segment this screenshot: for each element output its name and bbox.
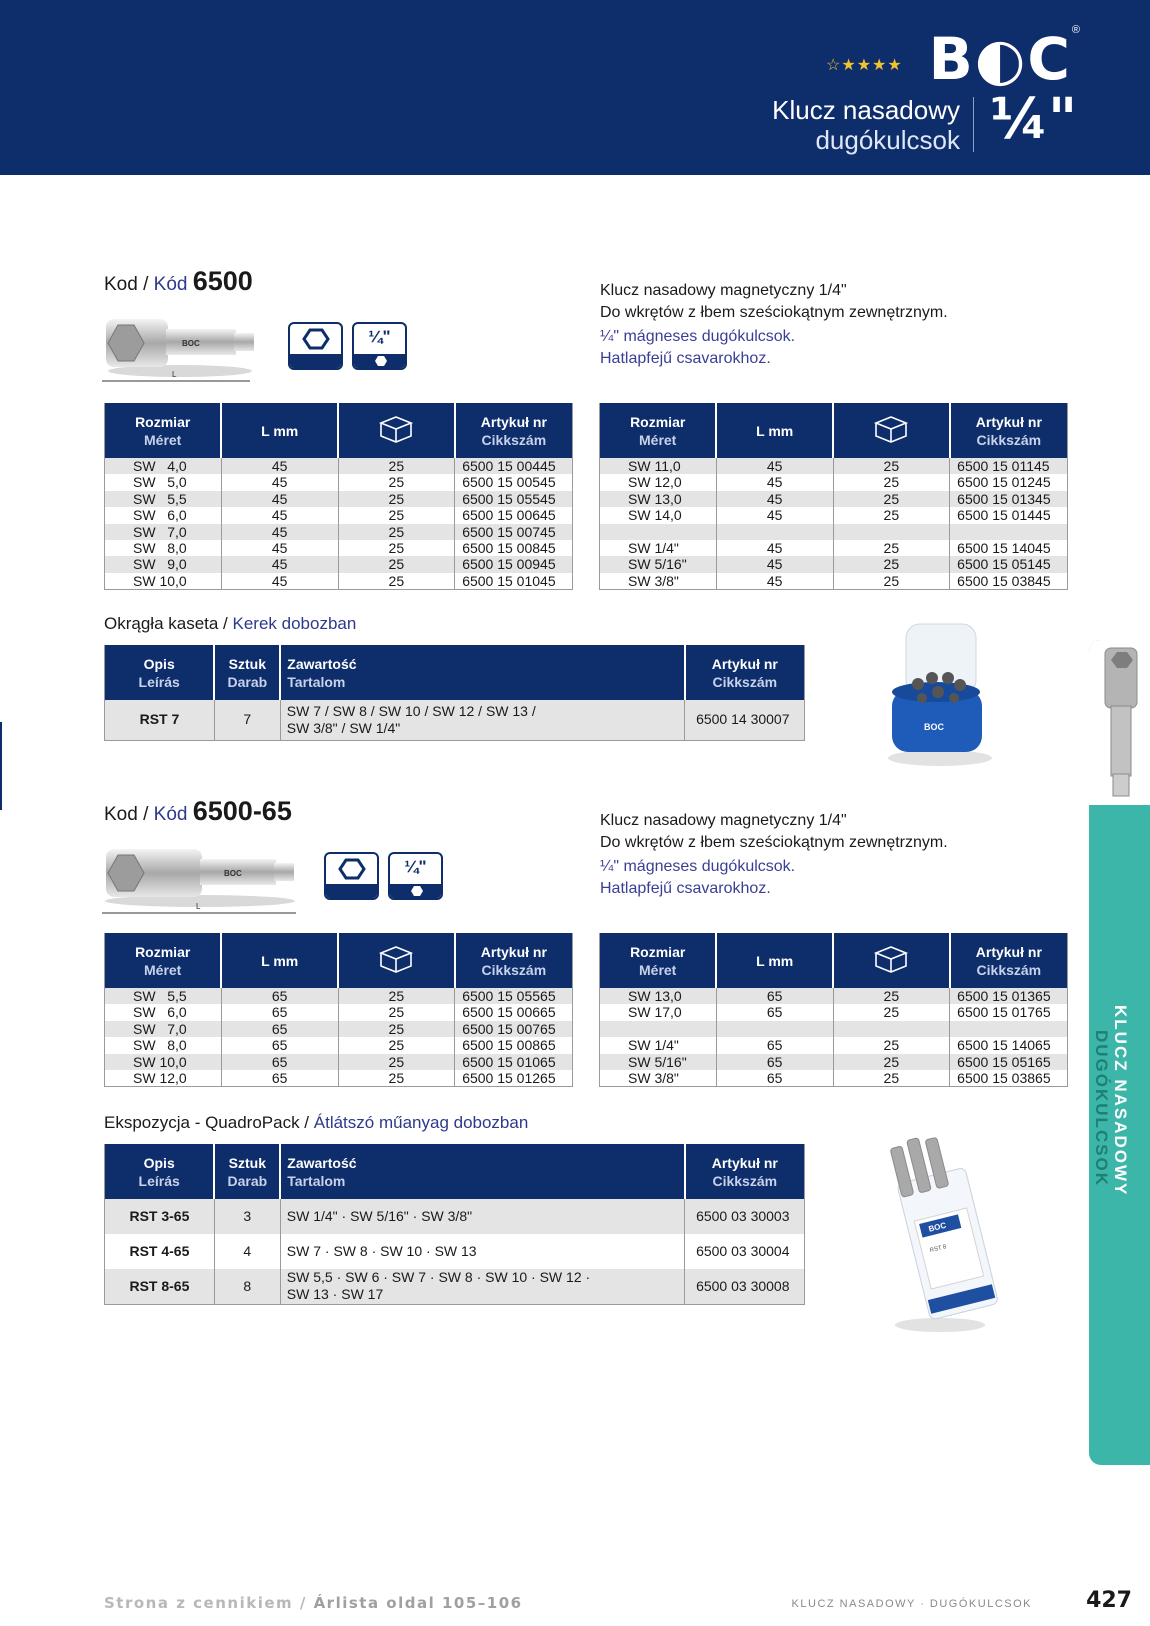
size-cell: SW 5,5 bbox=[105, 988, 222, 1004]
hex-profile-icon bbox=[324, 852, 379, 900]
article-cell: 6500 15 01045 bbox=[455, 573, 573, 590]
length-cell: 45 bbox=[716, 573, 833, 590]
size-cell: SW 12,0 bbox=[105, 1070, 222, 1087]
col-length: L mm bbox=[221, 933, 338, 988]
socket-tool-image-short bbox=[100, 315, 260, 390]
desc-hu-line1: ¼" mágneses dugókulcsok. bbox=[600, 328, 796, 345]
quantity-cell: 25 bbox=[833, 556, 950, 572]
length-cell: 65 bbox=[716, 1037, 833, 1053]
col-article: Artykuł nr Cikkszám bbox=[950, 403, 1068, 458]
article-cell: 6500 15 05565 bbox=[455, 988, 573, 1004]
desc-pl-line2: Do wkrętów z łbem sześciokątnym zewnętrznym. bbox=[600, 304, 948, 321]
table-row bbox=[600, 573, 1068, 590]
hex-profile-icon bbox=[288, 322, 343, 370]
col-size: Rozmiar Méret bbox=[105, 933, 222, 988]
size-cell: SW 1/4" bbox=[600, 540, 717, 556]
kit-count-cell: 7 bbox=[214, 700, 280, 740]
table-row bbox=[600, 474, 1068, 490]
box-icon bbox=[378, 414, 414, 444]
length-cell: 45 bbox=[716, 556, 833, 572]
box-icon bbox=[873, 944, 909, 974]
quantity-cell: 25 bbox=[833, 540, 950, 556]
header-divider bbox=[973, 97, 974, 152]
table-row bbox=[600, 540, 1068, 556]
length-cell: 65 bbox=[221, 988, 338, 1004]
size-cell: SW 3/8" bbox=[600, 573, 717, 590]
quantity-cell: 25 bbox=[833, 1037, 950, 1053]
table-row bbox=[105, 573, 573, 590]
side-tab-label-pl: KLUCZ NASADOWY bbox=[1111, 1005, 1130, 1197]
kit-row bbox=[105, 700, 805, 740]
side-category-tab bbox=[1089, 640, 1150, 1465]
size-cell: SW 5,5 bbox=[105, 491, 222, 507]
article-cell: 6500 15 00665 bbox=[455, 1004, 573, 1020]
header-title-pl: Klucz nasadowy bbox=[772, 95, 960, 125]
article-cell: 6500 15 00545 bbox=[455, 474, 573, 490]
quantity-cell: 25 bbox=[338, 1021, 455, 1037]
tool-brand-mark: BOC bbox=[224, 869, 242, 878]
article-cell: 6500 15 00745 bbox=[455, 524, 573, 540]
length-cell: 45 bbox=[221, 458, 338, 474]
table-row bbox=[600, 1070, 1068, 1087]
header-drive-size: ¼" bbox=[990, 87, 1078, 152]
desc-pl-line1: Klucz nasadowy magnetyczny 1/4" bbox=[600, 282, 847, 299]
quantity-cell: 25 bbox=[833, 1054, 950, 1070]
length-cell: 45 bbox=[221, 556, 338, 572]
kit-contents-cell bbox=[280, 1234, 684, 1269]
length-cell: 45 bbox=[221, 573, 338, 590]
desc-pl-line2: Do wkrętów z łbem sześciokątnym zewnętrznym. bbox=[600, 834, 948, 851]
article-cell: 6500 15 01345 bbox=[950, 491, 1068, 507]
quantity-cell: 25 bbox=[833, 1004, 950, 1020]
article-cell: 6500 15 05165 bbox=[950, 1054, 1068, 1070]
desc-hu-line2: Hatlapfejű csavarokhoz. bbox=[600, 350, 771, 367]
col-szt: Sztuk Darab bbox=[214, 645, 280, 700]
quantity-cell: 25 bbox=[338, 474, 455, 490]
size-cell: SW 12,0 bbox=[600, 474, 717, 490]
col-package bbox=[833, 403, 950, 458]
length-cell: 65 bbox=[716, 988, 833, 1004]
kit-count-cell: 3 bbox=[214, 1199, 280, 1234]
col-zaw: Zawartość Tartalom bbox=[280, 645, 684, 700]
col-article: Artykuł nr Cikkszám bbox=[455, 403, 573, 458]
article-cell: 6500 15 05545 bbox=[455, 491, 573, 507]
kit-code-cell: RST 7 bbox=[105, 700, 215, 740]
size-cell: SW 1/4" bbox=[600, 1037, 717, 1053]
header-title bbox=[772, 95, 960, 155]
article-cell bbox=[950, 1021, 1068, 1037]
article-cell: 6500 15 03865 bbox=[950, 1070, 1068, 1087]
col-size: Rozmiar Méret bbox=[600, 403, 717, 458]
case-label: BOC bbox=[924, 722, 944, 732]
table-row bbox=[105, 474, 573, 490]
section1-table-left bbox=[104, 403, 573, 590]
length-cell: 65 bbox=[221, 1021, 338, 1037]
side-tab-separator bbox=[1089, 803, 1150, 805]
section1-code bbox=[104, 266, 253, 297]
size-cell: SW 14,0 bbox=[600, 507, 717, 523]
size-cell bbox=[600, 524, 717, 540]
kit-article-cell: 6500 03 30008 bbox=[685, 1269, 805, 1304]
code-number: 6500 bbox=[192, 266, 253, 296]
table-row bbox=[600, 1037, 1068, 1053]
kit1-table bbox=[104, 645, 805, 741]
length-cell: 65 bbox=[221, 1037, 338, 1053]
registered-mark: ® bbox=[1071, 24, 1080, 36]
article-cell: 6500 15 01445 bbox=[950, 507, 1068, 523]
col-opis: Opis Leírás bbox=[105, 645, 215, 700]
article-cell: 6500 15 00845 bbox=[455, 540, 573, 556]
length-cell: 65 bbox=[221, 1004, 338, 1020]
table-row bbox=[105, 988, 573, 1004]
table-row bbox=[600, 988, 1068, 1004]
kit-row bbox=[105, 1234, 805, 1269]
desc-hu-line2: Hatlapfejű csavarokhoz. bbox=[600, 880, 771, 897]
table-row bbox=[105, 507, 573, 523]
article-cell bbox=[950, 524, 1068, 540]
table-row bbox=[105, 1054, 573, 1070]
col-zaw: Zawartość Tartalom bbox=[280, 1144, 684, 1199]
col-size: Rozmiar Méret bbox=[600, 933, 717, 988]
rating-stars: ☆★★★★ bbox=[826, 57, 903, 74]
socket-thumbnail-icon bbox=[1089, 640, 1150, 803]
code-number: 6500-65 bbox=[192, 796, 292, 826]
side-tab-thumbnail bbox=[1089, 640, 1150, 803]
page-header bbox=[0, 0, 1150, 175]
length-cell: 65 bbox=[716, 1070, 833, 1087]
kit2-title-hu: Átlátszó műanyag dobozban bbox=[313, 1113, 529, 1132]
size-cell: SW 5/16" bbox=[600, 556, 717, 572]
kit-article-cell: 6500 14 30007 bbox=[685, 700, 805, 740]
length-cell: 45 bbox=[221, 491, 338, 507]
article-cell: 6500 15 01265 bbox=[455, 1070, 573, 1087]
quantity-cell: 25 bbox=[338, 1070, 455, 1087]
col-length: L mm bbox=[716, 933, 833, 988]
size-cell: SW 17,0 bbox=[600, 1004, 717, 1020]
article-cell: 6500 15 00445 bbox=[455, 458, 573, 474]
kit-contents-cell bbox=[280, 700, 684, 740]
article-cell: 6500 15 14045 bbox=[950, 540, 1068, 556]
header-title-hu: dugókulcsok bbox=[815, 125, 960, 155]
article-cell: 6500 15 14065 bbox=[950, 1037, 1068, 1053]
length-cell: 45 bbox=[221, 540, 338, 556]
quantity-cell: 25 bbox=[338, 458, 455, 474]
length-cell: 65 bbox=[716, 1054, 833, 1070]
size-cell: SW 7,0 bbox=[105, 524, 222, 540]
length-cell bbox=[716, 1021, 833, 1037]
kit-code-cell: RST 4-65 bbox=[105, 1234, 215, 1269]
size-cell: SW 9,0 bbox=[105, 556, 222, 572]
table-row bbox=[600, 1021, 1068, 1037]
kit-row bbox=[105, 1269, 805, 1304]
kit-contents-line1: SW 5,5 · SW 6 · SW 7 · SW 8 · SW 10 · SW 12 · bbox=[286, 1269, 591, 1286]
kit-article-cell: 6500 03 30003 bbox=[685, 1199, 805, 1234]
quantity-cell: 25 bbox=[338, 1037, 455, 1053]
table-row bbox=[105, 540, 573, 556]
kit-contents-cell bbox=[280, 1199, 684, 1234]
col-article: Artykuł nr Cikkszám bbox=[455, 933, 573, 988]
kit-code-cell: RST 3-65 bbox=[105, 1199, 215, 1234]
length-cell: 45 bbox=[716, 491, 833, 507]
socket-tool-image-long bbox=[100, 845, 300, 920]
col-article: Artykuł nr Cikkszám bbox=[950, 933, 1068, 988]
side-tab-label-hu: DUGÓKULCSOK bbox=[1092, 1030, 1111, 1188]
kit-contents-line1: SW 7 / SW 8 / SW 10 / SW 12 / SW 13 / bbox=[286, 702, 536, 719]
table-row bbox=[600, 458, 1068, 474]
left-edge-marker bbox=[0, 722, 2, 810]
col-art: Artykuł nr Cikkszám bbox=[685, 645, 805, 700]
quantity-cell: 25 bbox=[338, 573, 455, 590]
quantity-cell: 25 bbox=[338, 988, 455, 1004]
quarter-inch-drive-icon bbox=[388, 852, 443, 900]
dimension-label: L bbox=[196, 902, 201, 911]
kit2-table bbox=[104, 1144, 805, 1305]
shank-tip bbox=[234, 333, 254, 351]
quantity-cell: 25 bbox=[833, 573, 950, 590]
section2-code bbox=[104, 796, 292, 827]
kit-count-cell: 8 bbox=[214, 1269, 280, 1304]
col-size: Rozmiar Méret bbox=[105, 403, 222, 458]
socket-shank bbox=[166, 329, 236, 355]
col-package bbox=[833, 933, 950, 988]
tool-brand-mark: BOC bbox=[182, 339, 200, 348]
brand-logo: B◐C bbox=[928, 25, 1072, 93]
shank-tip bbox=[274, 863, 294, 881]
kit1-title bbox=[104, 614, 356, 634]
footer-left-pl: Strona z cennikiem / bbox=[104, 1594, 307, 1612]
table-row bbox=[105, 556, 573, 572]
quantity-cell: 25 bbox=[833, 474, 950, 490]
quantity-cell: 25 bbox=[338, 507, 455, 523]
quantity-cell: 25 bbox=[338, 540, 455, 556]
table-row bbox=[600, 491, 1068, 507]
kit-article-cell: 6500 03 30004 bbox=[685, 1234, 805, 1269]
size-cell: SW 10,0 bbox=[105, 573, 222, 590]
length-cell: 45 bbox=[716, 507, 833, 523]
article-cell: 6500 15 01145 bbox=[950, 458, 1068, 474]
kit-contents-line2: SW 3/8" / SW 1/4" bbox=[286, 719, 401, 736]
size-cell: SW 13,0 bbox=[600, 988, 717, 1004]
size-cell: SW 4,0 bbox=[105, 458, 222, 474]
article-cell: 6500 15 00645 bbox=[455, 507, 573, 523]
kit-contents-cell bbox=[280, 1269, 684, 1304]
footer-left-hu: Árlista oldal 105–106 bbox=[313, 1594, 523, 1612]
code-label-pl: Kod / bbox=[104, 804, 149, 825]
drive-icon-label: ¼" bbox=[404, 857, 427, 876]
quantity-cell: 25 bbox=[833, 458, 950, 474]
article-cell: 6500 15 00945 bbox=[455, 556, 573, 572]
table-row bbox=[600, 556, 1068, 572]
section1-description bbox=[600, 280, 948, 370]
length-cell: 65 bbox=[221, 1070, 338, 1087]
size-cell: SW 11,0 bbox=[600, 458, 717, 474]
page-number: 427 bbox=[1086, 1588, 1132, 1613]
quantity-cell: 25 bbox=[833, 988, 950, 1004]
kit-count-cell: 4 bbox=[214, 1234, 280, 1269]
kit2-title bbox=[104, 1113, 528, 1133]
article-cell: 6500 15 05145 bbox=[950, 556, 1068, 572]
size-cell: SW 5/16" bbox=[600, 1054, 717, 1070]
section1-table-right bbox=[599, 403, 1068, 590]
length-cell: 45 bbox=[221, 507, 338, 523]
desc-pl-line1: Klucz nasadowy magnetyczny 1/4" bbox=[600, 812, 847, 829]
kit1-title-hu: Kerek dobozban bbox=[232, 614, 357, 633]
quantity-cell: 25 bbox=[338, 524, 455, 540]
length-cell: 45 bbox=[716, 458, 833, 474]
col-package bbox=[338, 403, 455, 458]
length-cell: 45 bbox=[716, 540, 833, 556]
table-row bbox=[600, 1054, 1068, 1070]
box-icon bbox=[378, 944, 414, 974]
table-row bbox=[600, 507, 1068, 523]
size-cell: SW 7,0 bbox=[105, 1021, 222, 1037]
quantity-cell: 25 bbox=[338, 491, 455, 507]
col-package bbox=[338, 933, 455, 988]
table-row bbox=[600, 524, 1068, 540]
code-label-hu: Kód bbox=[153, 274, 188, 295]
round-case-image bbox=[878, 618, 998, 768]
section2-table-right bbox=[599, 933, 1068, 1087]
length-cell: 45 bbox=[221, 474, 338, 490]
col-opis: Opis Leírás bbox=[105, 1144, 215, 1199]
quantity-cell bbox=[833, 1021, 950, 1037]
quantity-cell: 25 bbox=[338, 1004, 455, 1020]
col-art: Artykuł nr Cikkszám bbox=[685, 1144, 805, 1199]
length-cell: 45 bbox=[221, 524, 338, 540]
size-cell: SW 6,0 bbox=[105, 507, 222, 523]
table-row bbox=[105, 491, 573, 507]
table-row bbox=[105, 1004, 573, 1020]
quantity-cell: 25 bbox=[833, 1070, 950, 1087]
size-cell: SW 5,0 bbox=[105, 474, 222, 490]
quarter-inch-drive-icon bbox=[352, 322, 407, 370]
size-cell: SW 3/8" bbox=[600, 1070, 717, 1087]
article-cell: 6500 15 00765 bbox=[455, 1021, 573, 1037]
table-row bbox=[105, 1037, 573, 1053]
quantity-cell: 25 bbox=[338, 1054, 455, 1070]
footer-category: KLUCZ NASADOWY · DUGÓKULCSOK bbox=[791, 1598, 1032, 1610]
kit-code-cell: RST 8-65 bbox=[105, 1269, 215, 1304]
size-cell bbox=[600, 1021, 717, 1037]
pack-label: BOC bbox=[927, 1220, 948, 1234]
table-row bbox=[105, 524, 573, 540]
code-label-pl: Kod / bbox=[104, 274, 149, 295]
table-row bbox=[105, 458, 573, 474]
quantity-cell: 25 bbox=[833, 507, 950, 523]
kit-row bbox=[105, 1199, 805, 1234]
size-cell: SW 8,0 bbox=[105, 540, 222, 556]
size-cell: SW 13,0 bbox=[600, 491, 717, 507]
desc-hu-line1: ¼" mágneses dugókulcsok. bbox=[600, 858, 796, 875]
kit-contents-line2: SW 13 · SW 17 bbox=[286, 1286, 384, 1303]
length-cell: 65 bbox=[221, 1054, 338, 1070]
dimension-label: L bbox=[172, 370, 177, 379]
article-cell: 6500 15 01765 bbox=[950, 1004, 1068, 1020]
length-cell bbox=[716, 524, 833, 540]
col-length: L mm bbox=[221, 403, 338, 458]
kit2-title-pl: Ekspozycja - QuadroPack / bbox=[104, 1113, 310, 1132]
section2-table-left bbox=[104, 933, 573, 1087]
section2-description bbox=[600, 810, 948, 900]
size-cell: SW 8,0 bbox=[105, 1037, 222, 1053]
footer-pricelist-ref bbox=[104, 1594, 523, 1612]
code-label-hu: Kód bbox=[153, 804, 188, 825]
article-cell: 6500 15 03845 bbox=[950, 573, 1068, 590]
quantity-cell bbox=[833, 524, 950, 540]
quantity-cell: 25 bbox=[833, 491, 950, 507]
article-cell: 6500 15 01245 bbox=[950, 474, 1068, 490]
kit1-title-pl: Okrągła kaseta / bbox=[104, 614, 228, 633]
table-row bbox=[105, 1070, 573, 1087]
quantity-cell: 25 bbox=[338, 556, 455, 572]
pack-sublabel: RST 8 bbox=[929, 1244, 948, 1255]
table-row bbox=[600, 1004, 1068, 1020]
kit-contents-line1: SW 1/4" · SW 5/16" · SW 3/8" bbox=[286, 1208, 473, 1224]
kit-contents-line1: SW 7 · SW 8 · SW 10 · SW 13 bbox=[286, 1243, 477, 1259]
table-row bbox=[105, 1021, 573, 1037]
box-icon bbox=[873, 414, 909, 444]
col-length: L mm bbox=[716, 403, 833, 458]
size-cell: SW 10,0 bbox=[105, 1054, 222, 1070]
size-cell: SW 6,0 bbox=[105, 1004, 222, 1020]
length-cell: 65 bbox=[716, 1004, 833, 1020]
quadropack-image bbox=[880, 1125, 1000, 1335]
drive-icon-label: ¼" bbox=[368, 327, 391, 346]
article-cell: 6500 15 01065 bbox=[455, 1054, 573, 1070]
article-cell: 6500 15 00865 bbox=[455, 1037, 573, 1053]
length-cell: 45 bbox=[716, 474, 833, 490]
article-cell: 6500 15 01365 bbox=[950, 988, 1068, 1004]
col-szt: Sztuk Darab bbox=[214, 1144, 280, 1199]
